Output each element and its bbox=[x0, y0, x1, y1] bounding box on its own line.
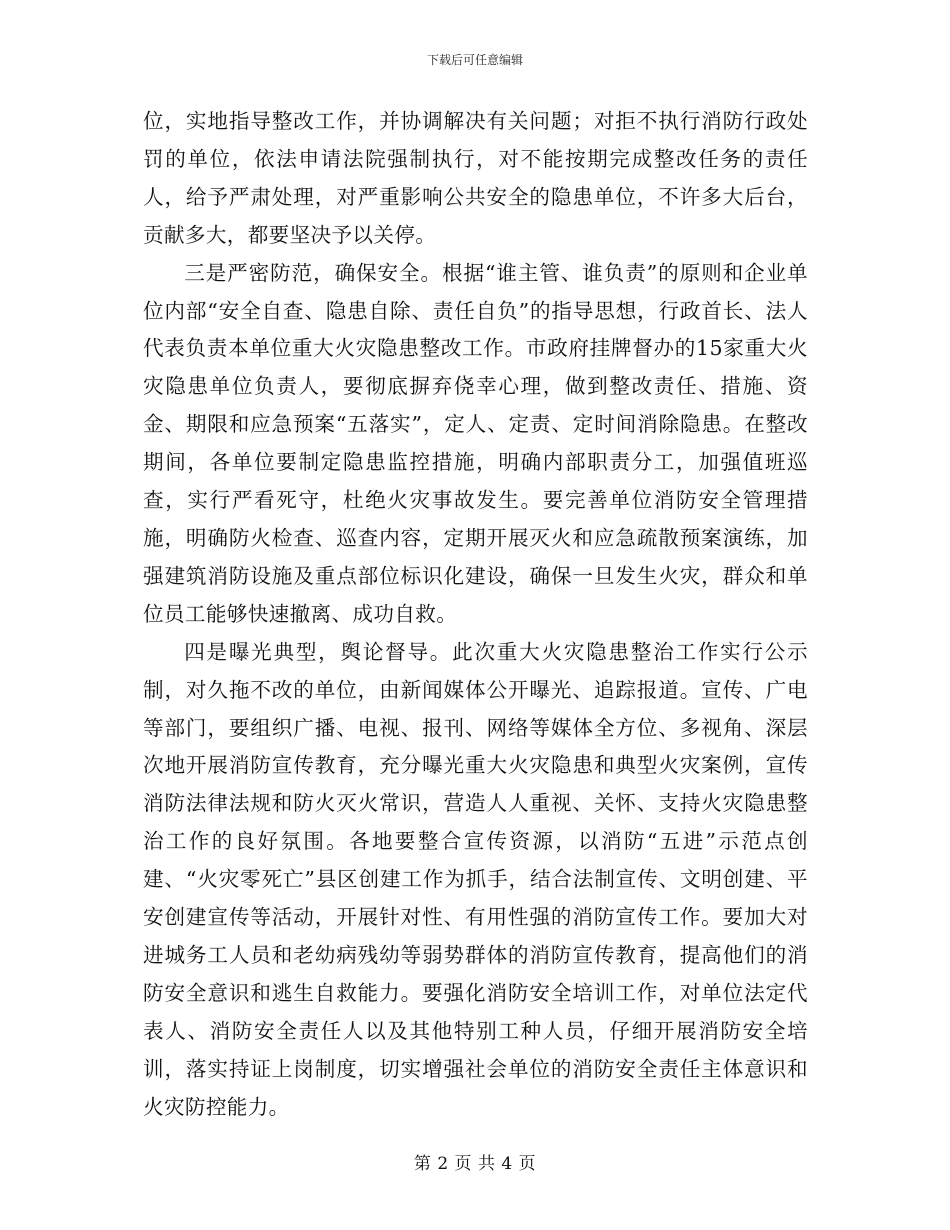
document-body bbox=[143, 103, 808, 1126]
paragraph-point-three: 三是严密防范，确保安全。根据“谁主管、谁负责”的原则和企业单位内部“安全自查、隐患自除、责任自负”的指导思想，行政首长、法人代表负责本单位重大火灾隐患整改工作。市政府挂牌督办的15家重大火灾隐患单位负责人，要彻底摒弃侥幸心理，做到整改责任、措施、资金、期限和应急预案“五落实”，定人、定责、定时间消除隐患。在整改期间，各单位要制定隐患监控措施，明确内部职责分工，加强值班巡查，实行严看死守，杜绝火灾事故发生。要完善单位消防安全管理措施，明确防火检查、巡查内容，定期开展灭火和应急疏散预案演练，加强建筑消防设施及重点部位标识化建设，确保一旦发生火灾，群众和单位员工能够快速撤离、成功自救。 bbox=[143, 260, 808, 626]
paragraph-continuation: 位，实地指导整改工作，并协调解决有关问题；对拒不执行消防行政处罚的单位，依法申请法院强制执行，对不能按期完成整改任务的责任人，给予严肃处理，对严重影响公共安全的隐患单位，不许多大后台，贡献多大，都要坚决予以关停。 bbox=[143, 109, 808, 247]
paragraph-point-four: 四是曝光典型，舆论督导。此次重大火灾隐患整治工作实行公示制，对久拖不改的单位，由新闻媒体公开曝光、追踪报道。宣传、广电等部门，要组织广播、电视、报刊、网络等媒体全方位、多视角、深层次地开展消防宣传教育，充分曝光重大火灾隐患和典型火灾案例，宣传消防法律法规和防火灭火常识，营造人人重视、关怀、支持火灾隐患整治工作的良好氛围。各地要整合宣传资源，以消防“五进”示范点创建、“火灾零死亡”县区创建工作为抓手，结合法制宣传、文明创建、平安创建宣传等活动，开展针对性、有用性强的消防宣传工作。要加大对进城务工人员和老幼病残幼等弱势群体的消防宣传教育，提高他们的消防安全意识和逃生自救能力。要强化消防安全培训工作，对单位法定代表人、消防安全责任人以及其他特别工种人员，仔细开展消防安全培训，落实持证上岗制度，切实增强社会单位的消防安全责任主体意识和火灾防控能力。 bbox=[143, 639, 808, 1119]
page-number-footer: 第 2 页 共 4 页 bbox=[413, 1154, 537, 1174]
page-header-note: 下载后可任意编辑 bbox=[426, 53, 523, 67]
